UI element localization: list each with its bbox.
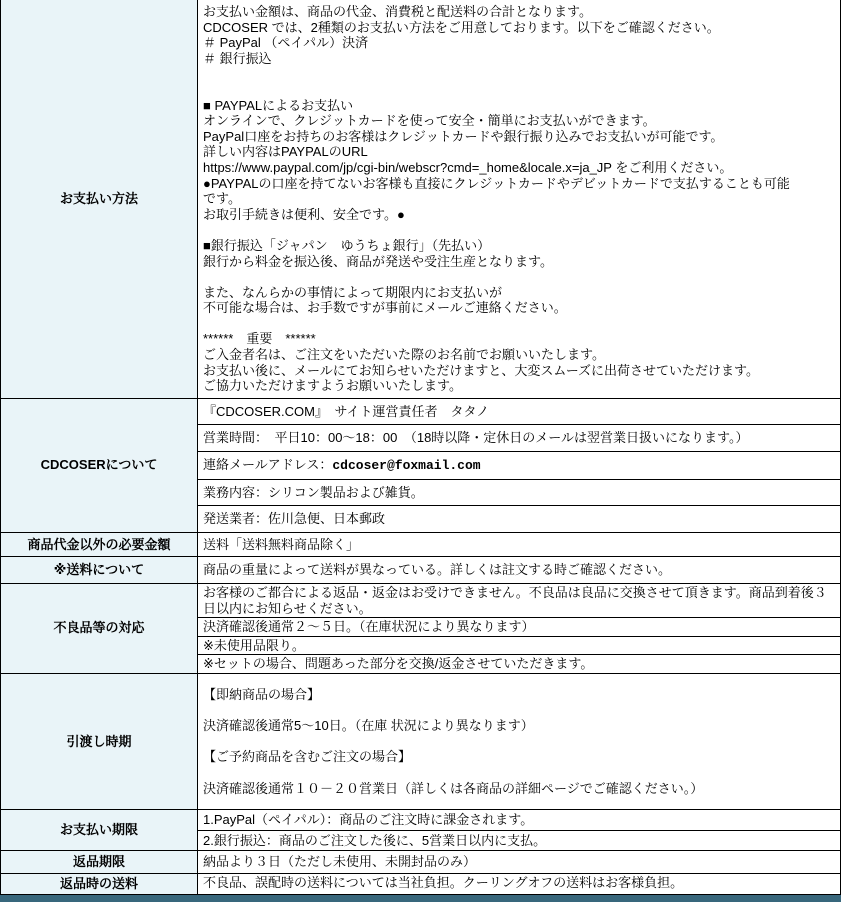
- text-line: 1.PayPal（ペイパル）：商品のご注文時に課金されます。: [203, 812, 534, 828]
- footer-bar: [0, 895, 841, 902]
- sub-cell-delivery-time-0: [198, 674, 840, 809]
- text-line: ＃ 銀行振込: [203, 50, 272, 66]
- table-row-delivery-time: [1, 673, 840, 809]
- text-line: 商品の重量によって送料が異なっている。詳しくは註文する時ご確認ください。: [203, 562, 672, 578]
- text-line: 2.銀行振込：商品のご注文した後に、5営業日以内に支払。: [203, 832, 547, 848]
- row-header-return-shipping: 返品時の送料: [1, 874, 198, 894]
- text-line: ※セットの場合、問題あった部分を交換/返金させていただきます。: [203, 656, 594, 672]
- sub-cell-payment-method-0: [198, 0, 840, 398]
- blank-line: [203, 222, 835, 238]
- row-content-defects: [198, 584, 840, 673]
- row-header-shipping-note: ※送料について: [1, 557, 198, 583]
- blank-line: [203, 765, 835, 781]
- sub-cell-return-deadline-0: [198, 851, 840, 873]
- row-header-delivery-time: 引渡し時期: [1, 674, 198, 809]
- text-line: 【ご予約商品を含むご注文の場合】: [203, 749, 412, 765]
- text-line: 【即納商品の場合】: [203, 686, 321, 702]
- text-line: ●PAYPALの口座を持てないお客様も直接にクレジットカードやデビットカードで支払することも可能: [203, 175, 790, 191]
- sub-cell-about-0: [198, 399, 840, 425]
- text-line: お取引手続きは便利、安全です。●: [203, 206, 405, 222]
- sub-cell-about-4: [198, 505, 840, 532]
- text-line: お支払い金額は、商品の代金、消費税と配送料の合計となります。: [203, 4, 592, 19]
- row-content-extra-fees: [198, 533, 840, 557]
- text-line: お支払い後に、メールにてお知らせいただけますと、大変スムーズに出荷させていただけます。: [203, 362, 760, 378]
- row-header-payment-deadline: お支払い期限: [1, 810, 198, 850]
- row-header-defects: 不良品等の対応: [1, 584, 198, 673]
- text-line: お客様のご都合による返品・返金はお受けできません。不良品は良品に交換させて頂きます。商品到着後３日以内にお知らせください。: [203, 585, 827, 616]
- sub-cell-payment-deadline-1: [198, 830, 840, 851]
- blank-line: [203, 82, 835, 98]
- text-segment: 連絡メールアドレス：: [203, 457, 333, 473]
- text-line: 決済確認後通常２～５日。（在庫状況により異なります）: [203, 619, 535, 635]
- row-header-return-deadline: 返品期限: [1, 851, 198, 873]
- sub-cell-defects-3: [198, 654, 840, 673]
- row-content-payment-deadline: [198, 810, 840, 850]
- table-row-about: [1, 398, 840, 532]
- text-line: ご入金者名は、ご注文をいただいた際のお名前でお願いいたします。: [203, 347, 605, 363]
- sub-cell-defects-2: [198, 636, 840, 655]
- sub-cell-defects-0: [198, 584, 840, 617]
- sub-cell-about-1: [198, 424, 840, 451]
- text-line: [203, 457, 835, 474]
- table-row-defects: [1, 583, 840, 673]
- blank-line: [203, 703, 835, 719]
- text-line: 送料「送料無料商品除く」: [203, 536, 360, 552]
- text-line: 銀行から料金を振込後、商品が発送や受注生産となります。: [203, 253, 553, 269]
- text-line: ※未使用品限り。: [203, 637, 305, 653]
- row-content-return-deadline: [198, 851, 840, 873]
- sub-cell-return-shipping-0: [198, 874, 840, 892]
- text-line: 納品より３日（ただし未使用、未開封品のみ）: [203, 854, 477, 870]
- text-line: ■銀行振込「ジャパン ゆうちょ銀行」（先払い）: [203, 237, 491, 253]
- row-content-return-shipping: [198, 874, 840, 894]
- text-line: 不良品、誤配時の送料については当社負担。クーリングオフの送料はお客様負担。: [203, 874, 684, 890]
- sub-cell-about-2: [198, 451, 840, 479]
- row-content-about: [198, 399, 840, 532]
- table-row-return-shipping: [1, 873, 840, 894]
- blank-line: [203, 66, 835, 82]
- text-line: https://www.paypal.com/jp/cgi-bin/webscr?cmd=_home&locale.x=ja_JP をご利用ください。: [203, 159, 733, 175]
- row-header-extra-fees: 商品代金以外の必要金額: [1, 533, 198, 557]
- row-content-shipping-note: [198, 557, 840, 583]
- text-line: オンラインで、クレジットカードを使って安全・簡単にお支払いができます。: [203, 113, 656, 129]
- text-line: ■ PAYPALによるお支払い: [203, 97, 354, 113]
- text-line: です。: [203, 191, 241, 207]
- text-line: ＃ PayPal （ペイパル）決済: [203, 35, 369, 51]
- text-line: PayPal口座をお持ちのお客様はクレジットカードや銀行振り込みでお支払いが可能です。: [203, 128, 724, 144]
- row-header-payment-method: お支払い方法: [1, 0, 198, 398]
- table-row-payment-deadline: [1, 809, 840, 850]
- blank-line: [203, 734, 835, 750]
- text-line: 営業時間： 平日10：00～18：00 （18時以降・定休日のメールは翌営業日扱いになります。）: [203, 430, 749, 446]
- row-content-delivery-time: [198, 674, 840, 809]
- text-line: ご協力いただけますようお願いいたします。: [203, 378, 462, 394]
- text-line: 『CDCOSER.COM』 サイト運営責任者 タタノ: [203, 403, 490, 419]
- text-line: 業務内容：シリコン製品および雑貨。: [203, 484, 424, 500]
- table-row-payment-method: [1, 0, 840, 398]
- contact-email: cdcoser@foxmail.com: [332, 458, 481, 474]
- blank-line: [203, 269, 835, 285]
- sub-cell-payment-deadline-0: [198, 810, 840, 830]
- blank-line: [203, 316, 835, 332]
- text-line: 決済確認後通常１０－２０営業日（詳しくは各商品の詳細ページでご確認ください。）: [203, 780, 704, 796]
- sub-cell-defects-1: [198, 617, 840, 636]
- text-line: 詳しい内容はPAYPALのURL: [203, 144, 368, 160]
- text-line: 不可能な場合は、お手数ですが事前にメールご連絡ください。: [203, 300, 567, 316]
- sub-cell-about-3: [198, 479, 840, 506]
- table-row-shipping-note: [1, 556, 840, 583]
- text-line: ****** 重要 ******: [203, 331, 316, 347]
- text-line: CDCOSER では、2種類のお支払い方法をご用意しております。以下をご確認ください。: [203, 19, 720, 35]
- text-line: 発送業者：佐川急便、日本郵政: [203, 511, 386, 527]
- row-content-payment-method: [198, 0, 840, 398]
- text-line: また、なんらかの事情によって期限内にお支払いが: [203, 284, 503, 300]
- sub-cell-extra-fees-0: [198, 533, 840, 557]
- sub-cell-shipping-note-0: [198, 557, 840, 583]
- table-row-return-deadline: [1, 850, 840, 873]
- table-row-extra-fees: [1, 532, 840, 557]
- text-line: 決済確認後通常5～10日。（在庫 状況により異なります）: [203, 718, 534, 734]
- row-header-about: CDCOSERについて: [1, 399, 198, 532]
